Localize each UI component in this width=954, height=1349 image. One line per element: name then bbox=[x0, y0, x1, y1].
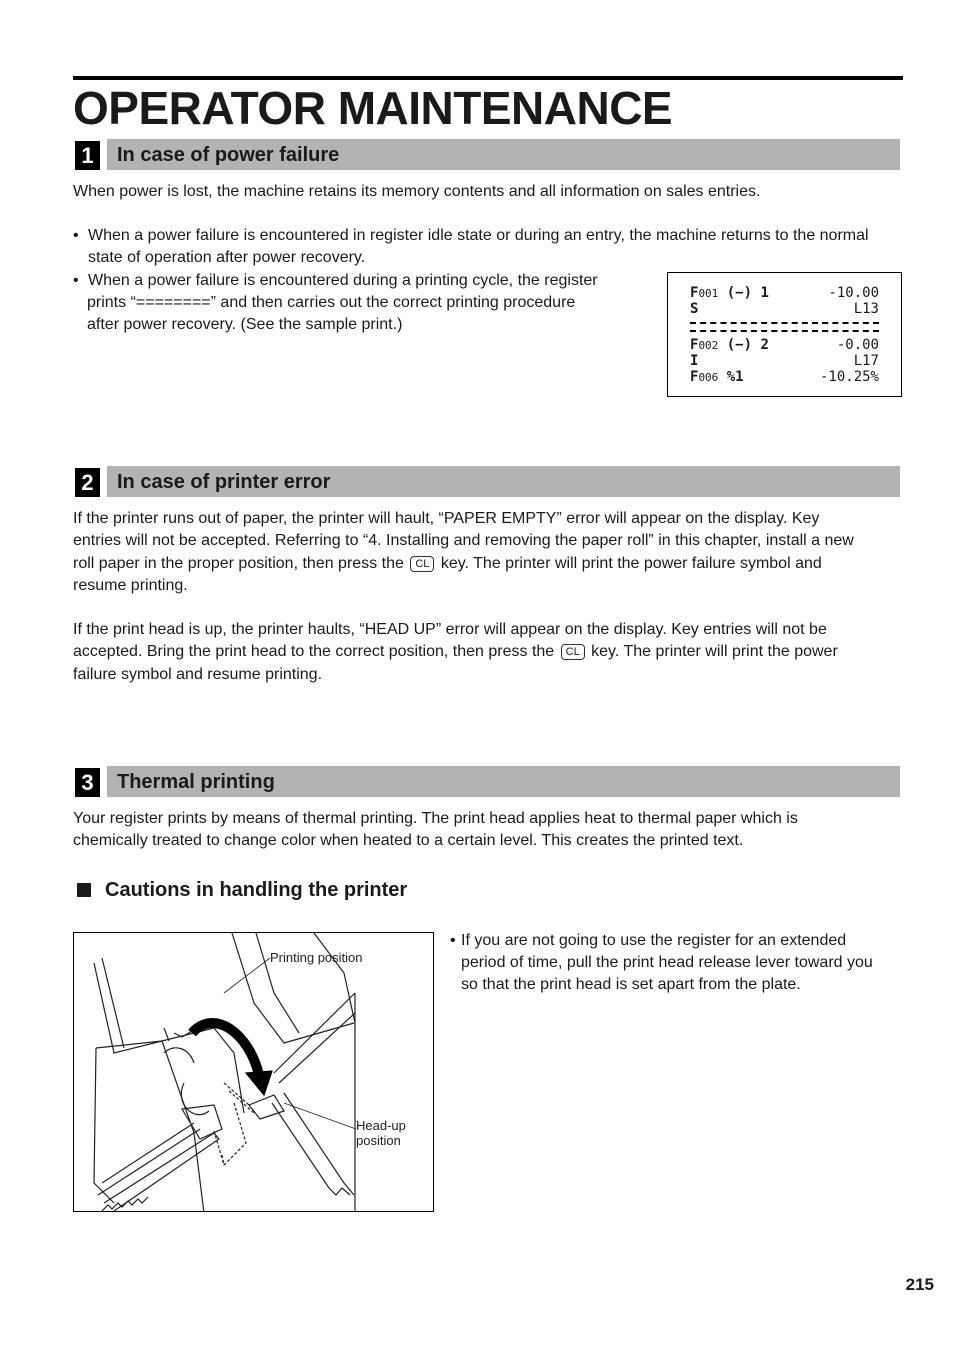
section-header-thermal-printing bbox=[73, 766, 900, 797]
cl-key-icon: CL bbox=[561, 644, 585, 660]
power-failure-symbol-line bbox=[690, 322, 879, 332]
section-number: 1 bbox=[75, 141, 100, 170]
head-up-paragraph: If the print head is up, the printer haults, “HEAD UP” error will appear on the display. Key entries will not be accepted. Bring the print head to the correct position, then press the CL key. The printer will print the power failure symbol and resume printing. bbox=[73, 621, 838, 683]
power-failure-intro: When power is lost, the machine retains its memory contents and all information on sales entries. bbox=[73, 183, 761, 200]
section-title: In case of power failure bbox=[117, 144, 340, 166]
printer-head-illustration bbox=[73, 932, 434, 1212]
section-title: Thermal printing bbox=[117, 771, 275, 793]
section-number: 2 bbox=[75, 468, 100, 497]
square-bullet-icon bbox=[77, 883, 91, 897]
receipt-line: F006 %1 -10.25% bbox=[690, 369, 879, 385]
paper-empty-paragraph: If the printer runs out of paper, the printer will hault, “PAPER EMPTY” error will appear on the display. Key entries will not be accepted. Referring to “4. Installing and removing the paper roll” in this chapter, install a new roll paper in the proper position, then press the CL key. The printer will print the power failure symbol and resume printing. bbox=[73, 510, 854, 594]
section-header-printer-error bbox=[73, 466, 900, 497]
receipt-line: F002 (−) 2 -0.00 bbox=[690, 337, 879, 353]
page-number: 215 bbox=[905, 1275, 934, 1294]
page-title: OPERATOR MAINTENANCE bbox=[73, 82, 673, 134]
receipt-line: S L13 bbox=[690, 301, 879, 317]
printer-line-drawing bbox=[74, 933, 434, 1212]
section-header-power-failure bbox=[73, 139, 900, 170]
sample-print-receipt bbox=[667, 272, 902, 397]
section-title: In case of printer error bbox=[117, 471, 331, 493]
section-number: 3 bbox=[75, 768, 100, 797]
receipt-line: I L17 bbox=[690, 353, 879, 369]
printing-position-label: Printing position bbox=[270, 950, 363, 965]
head-up-position-label: Head-up position bbox=[356, 1118, 406, 1148]
receipt-line: F001 (−) 1 -10.00 bbox=[690, 285, 879, 301]
cautions-heading: Cautions in handling the printer bbox=[75, 877, 575, 903]
cl-key-icon: CL bbox=[410, 556, 434, 572]
thermal-printing-paragraph: Your register prints by means of thermal printing. The print head applies heat to thermal paper which is chemically treated to change color when heated to a certain level. This creates the printed text. bbox=[73, 810, 798, 850]
